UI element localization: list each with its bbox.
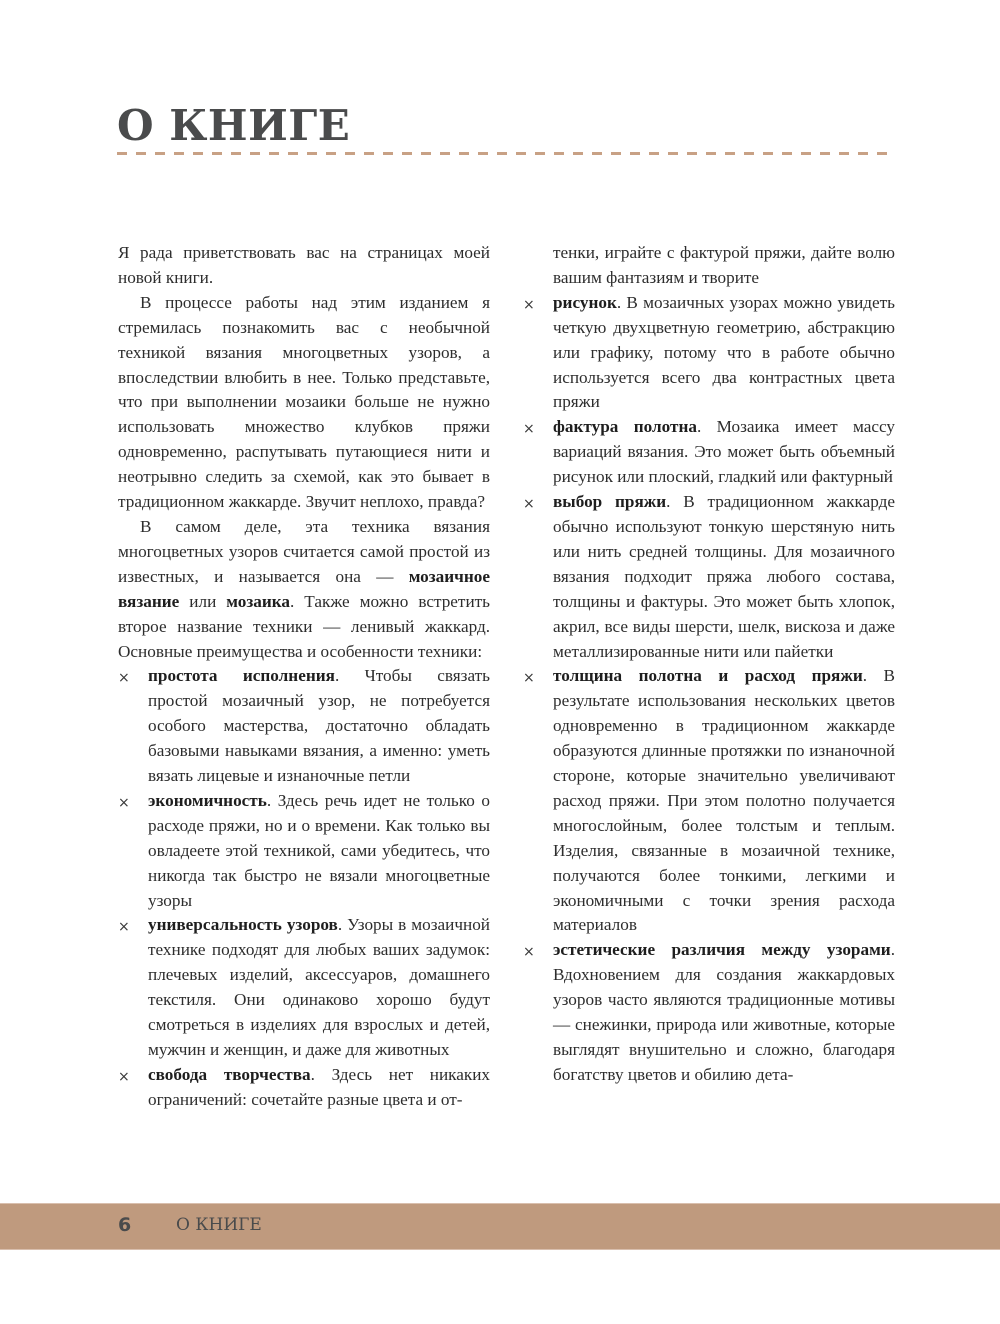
cross-bullet-icon: × xyxy=(523,944,535,961)
list-item: × рисунок. В мозаичных узорах можно увидеть четкую двухцветную геометрию, абстракцию или графику, потому что в работе обычно используется всего два контрастных цвета пряжи xyxy=(523,292,895,412)
list-item: × эстетические различия между узорами. Вдохновением для создания жаккардовых узоров часто являются традиционные мотивы — снежинки, природа или животные, которые выглядят внушительно и сложно, благодаря богатству цветов и обилию дета- xyxy=(523,940,895,1084)
page-footer xyxy=(0,1203,1000,1250)
features-list-right xyxy=(523,291,895,1088)
list-item: × выбор пряжи. В традиционном жаккарде обычно используют тонкую шерстяную нить или нить средней толщины. Для мозаичного вязания подходит пряжа любого состава, толщины и фактуры. Это может быть хлопок, акрил, все виды шерсти, шелк, вискоза и даже металлизированные нити или пайетки xyxy=(523,492,895,661)
list-item: × универсальность узоров. Узоры в мозаичной технике подходят для любых ваших задумок: плечевых изделий, аксессуаров, домашнего текстиля. Они одинаково хорошо будут смотреться в изделиях для взрослых и детей, мужчин и женщин, и даже для животных xyxy=(118,915,490,1059)
term-mosaic: мозаика xyxy=(226,591,290,611)
intro-paragraph-1: Я рада приветствовать вас на страницах моей новой книги. xyxy=(118,243,490,287)
list-item: × простота исполнения. Чтобы связать простой мозаичный узор, не потребуется особого мастерства, достаточно обладать базовыми навыками вязания, а именно: уметь вязать лицевые и изнаночные петли xyxy=(118,666,490,786)
intro-paragraph-3: В самом деле, эта техника вязания многоцветных узоров считается самой простой из известных, и называется она — мозаичное вязание или мозаика. Также можно встретить второе название техники — ленивый жаккард. Основные преимущества и особенности техники: xyxy=(118,516,490,661)
page-title: О КНИГЕ xyxy=(117,101,351,150)
cross-bullet-icon: × xyxy=(523,670,535,687)
cross-bullet-icon: × xyxy=(523,296,535,313)
dashed-divider xyxy=(117,152,895,155)
list-item: × фактура полотна. Мозаика имеет массу вариаций вязания. Это может быть объемный рисунок или плоский, гладкий или фактурный xyxy=(523,417,896,487)
left-column xyxy=(118,241,490,1113)
list-item: × экономичность. Здесь речь идет не только о расходе пряжи, но и о времени. Как только вы овладеете этой техникой, сами убедитесь, что никогда так быстро не вязали многоцветные узоры xyxy=(118,790,490,910)
cross-bullet-icon: × xyxy=(118,919,130,936)
cross-bullet-icon: × xyxy=(523,496,535,513)
cross-bullet-icon: × xyxy=(523,421,535,438)
cross-bullet-icon: × xyxy=(118,1068,130,1085)
running-section-title: О КНИГЕ xyxy=(176,1215,262,1235)
features-list-left xyxy=(118,664,490,1112)
cross-bullet-icon: × xyxy=(118,670,130,687)
cross-bullet-icon: × xyxy=(118,794,130,811)
right-column xyxy=(523,241,895,1088)
list-item: × свобода творчества. Здесь нет никаких ограничений: сочетайте разные цвета и от- xyxy=(118,1064,491,1109)
page-number: 6 xyxy=(118,1214,132,1236)
list-item: × толщина полотна и расход пряжи. В результате использования нескольких цветов одновременно в традиционном жаккарде образуются длинные протяжки по изнаночной стороне, которые значительно увеличивают расход пряжи. При этом полотно получается многослойным, более толстым и теплым. Изделия, связанные в мозаичной технике, получаются более тонкими, легкими и экономичными с точки зрения расхода материалов xyxy=(523,666,896,935)
intro-paragraph-2: В процессе работы над этим изданием я стремилась познакомить вас с необычной техникой вязания многоцветных узоров, а впоследствии влюбить в нее. Только представьте, что при выполнении мозаики больше не нужно использовать множество клубков пряжи одновременно, распутывать путающиеся нити и неотрывно следить за схемой, как это бывает в традиционном жаккарде. Звучит неплохо, правда? xyxy=(118,292,490,512)
term-mosaic-knitting: мозаичное вязание xyxy=(118,566,490,611)
list-continuation: тенки, играйте с фактурой пряжи, дайте волю вашим фантазиям и творите xyxy=(553,243,895,287)
